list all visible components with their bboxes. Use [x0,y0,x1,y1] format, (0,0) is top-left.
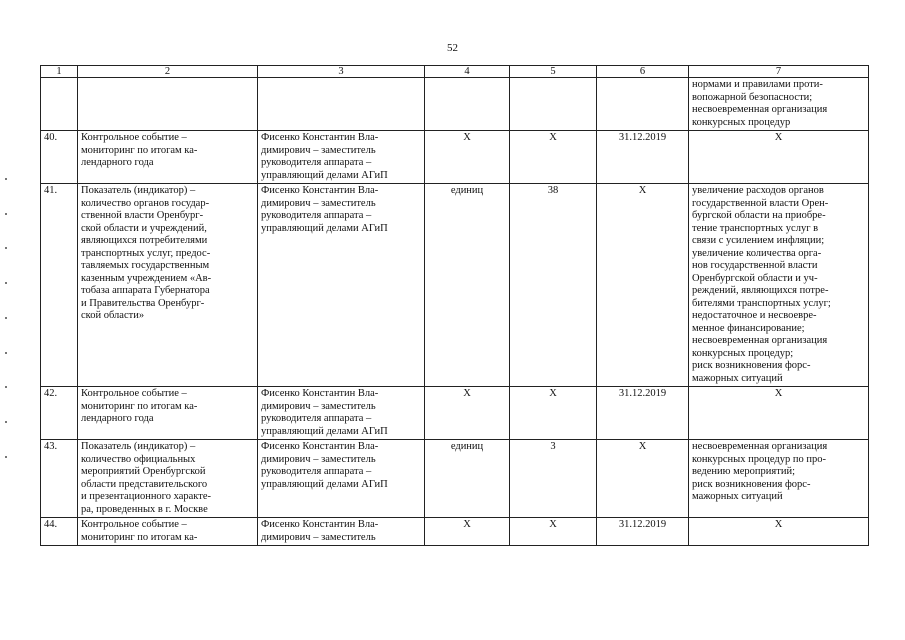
text-line: ской области» [81,310,145,321]
text-line: ственной власти Оренбург- [81,210,204,221]
text-line: несвоевременная организация [692,335,828,346]
text-line: государственной власти Орен- [692,197,829,209]
cell-responsible [258,78,425,131]
text-line: Х [774,388,783,399]
text-line: Фисенко Константин Вла- [261,388,379,399]
cell-date: 31.12.2019 [597,387,689,440]
text-line: управляющий делами АГиП [261,222,388,234]
text-line: конкурсных процедур по про- [692,453,826,465]
cell-risks [689,440,869,518]
scan-mark [5,213,7,215]
cell-risks [689,184,869,387]
text-line: бургской области на приобре- [692,210,826,221]
cell-risks [689,387,869,440]
text-line: увеличение расходов органов [692,185,824,196]
text-line: Х [774,132,783,143]
text-line: Контрольное событие – [81,132,187,143]
text-line: Контрольное событие – [81,388,187,399]
cell-value: Х [510,387,597,440]
cell-num: 43. [41,440,78,518]
cell-date: Х [597,440,689,518]
text-line: области представительского [81,478,208,490]
cell-num: 42. [41,387,78,440]
table-row [41,184,869,387]
text-line: руководителя аппарата – [261,466,372,477]
cell-risks [689,131,869,184]
document-table [40,65,869,546]
scan-mark [5,421,7,423]
text-line: димирович – заместитель [261,400,376,412]
cell-value [510,78,597,131]
cell-value: 3 [510,440,597,518]
cell-responsible [258,518,425,546]
scan-mark [5,352,7,354]
text-line: вопожарной безопасности; [692,91,813,103]
text-line: мониторинг по итогам ка- [81,400,198,412]
column-header: 7 [689,66,869,78]
cell-date: Х [597,184,689,387]
text-line: димирович – заместитель [261,197,376,209]
cell-unit: Х [425,518,510,546]
cell-value: 38 [510,184,597,387]
text-line: конкурсных процедур; [692,347,794,359]
table-row-continuation [41,78,869,131]
text-line: Фисенко Константин Вла- [261,132,379,143]
text-line: тение транспортных услуг в [692,222,819,234]
cell-name [78,131,258,184]
text-line: менное финансирование; [692,322,805,334]
column-header: 3 [258,66,425,78]
text-line: Контрольное событие – [81,519,187,530]
text-line: руководителя аппарата – [261,157,372,168]
text-line: мажорных ситуаций [692,491,783,502]
text-line: недостаточное и несвоевре- [692,310,817,321]
text-line: ра, проведенных в г. Москве [81,503,208,515]
column-header: 6 [597,66,689,78]
cell-unit: Х [425,131,510,184]
cell-num [41,78,78,131]
text-line: количество органов государ- [81,197,210,209]
cell-name [78,78,258,131]
cell-value: Х [510,131,597,184]
scan-mark [5,282,7,284]
column-header: 1 [41,66,78,78]
cell-responsible [258,184,425,387]
cell-date: 31.12.2019 [597,518,689,546]
cell-date [597,78,689,131]
scan-mark [5,247,7,249]
text-line: лендарного года [81,413,154,424]
column-header: 4 [425,66,510,78]
cell-unit: Х [425,387,510,440]
text-line: димирович – заместитель [261,144,376,156]
table-row [41,440,869,518]
cell-responsible [258,131,425,184]
cell-value: Х [510,518,597,546]
text-line: управляющий делами АГиП [261,478,388,490]
text-line: димирович – заместитель [261,531,376,543]
text-line: связи с усилением инфляции; [692,235,825,246]
text-line: управляющий делами АГиП [261,425,388,437]
cell-num: 41. [41,184,78,387]
cell-risks [689,78,869,131]
table-row [41,387,869,440]
scan-mark [5,456,7,458]
text-line: димирович – заместитель [261,453,376,465]
table-row [41,518,869,546]
text-line: Фисенко Константин Вла- [261,519,379,530]
text-line: нов государственной власти [692,260,818,271]
text-line: риск возникновения форс- [692,478,811,490]
text-line: риск возникновения форс- [692,360,811,371]
text-line: несвоевременная организация [692,441,828,452]
cell-name [78,184,258,387]
text-line: Фисенко Константин Вла- [261,185,379,196]
text-line: тобаза аппарата Губернатора [81,285,210,296]
text-line: Х [774,519,783,530]
cell-unit: единиц [425,184,510,387]
text-line: лендарного года [81,157,154,168]
text-line: нормами и правилами проти- [692,79,823,90]
text-line: управляющий делами АГиП [261,169,388,181]
cell-name [78,518,258,546]
scan-mark [5,317,7,319]
table-row [41,131,869,184]
text-line: количество официальных [81,453,196,465]
text-line: Показатель (индикатор) – [81,185,196,196]
text-line: несвоевременная организация [692,104,828,115]
header-row [41,66,869,78]
column-header: 5 [510,66,597,78]
text-line: мажорных ситуаций [692,372,783,384]
cell-responsible [258,440,425,518]
text-line: реждений, являющихся потре- [692,285,829,296]
cell-date: 31.12.2019 [597,131,689,184]
text-line: ведению мероприятий; [692,466,795,477]
text-line: транспортных услуг, предос- [81,247,211,259]
text-line: и презентационного характе- [81,491,211,502]
text-line: бителями транспортных услуг; [692,297,831,309]
scan-mark [5,178,7,180]
text-line: мероприятий Оренбургской [81,466,206,477]
cell-num: 40. [41,131,78,184]
cell-num: 44. [41,518,78,546]
text-line: ской области и учреждений, [81,222,207,234]
text-line: Показатель (индикатор) – [81,441,196,452]
page-number: 52 [447,42,458,54]
text-line: Оренбургской области и уч- [692,272,818,284]
text-line: Фисенко Константин Вла- [261,441,379,452]
column-header: 2 [78,66,258,78]
text-line: увеличение количества орга- [692,247,822,259]
scan-mark [5,386,7,388]
cell-name [78,387,258,440]
text-line: и Правительства Оренбург- [81,297,205,309]
cell-responsible [258,387,425,440]
text-line: руководителя аппарата – [261,210,372,221]
text-line: являющихся потребителями [81,235,208,246]
cell-risks [689,518,869,546]
cell-unit: единиц [425,440,510,518]
text-line: мониторинг по итогам ка- [81,144,198,156]
text-line: тавляемых государственным [81,260,210,271]
text-line: казенным учреждением «Ав- [81,272,212,284]
text-line: конкурсных процедур [692,116,791,128]
cell-unit [425,78,510,131]
text-line: мониторинг по итогам ка- [81,531,198,543]
text-line: руководителя аппарата – [261,413,372,424]
cell-name [78,440,258,518]
